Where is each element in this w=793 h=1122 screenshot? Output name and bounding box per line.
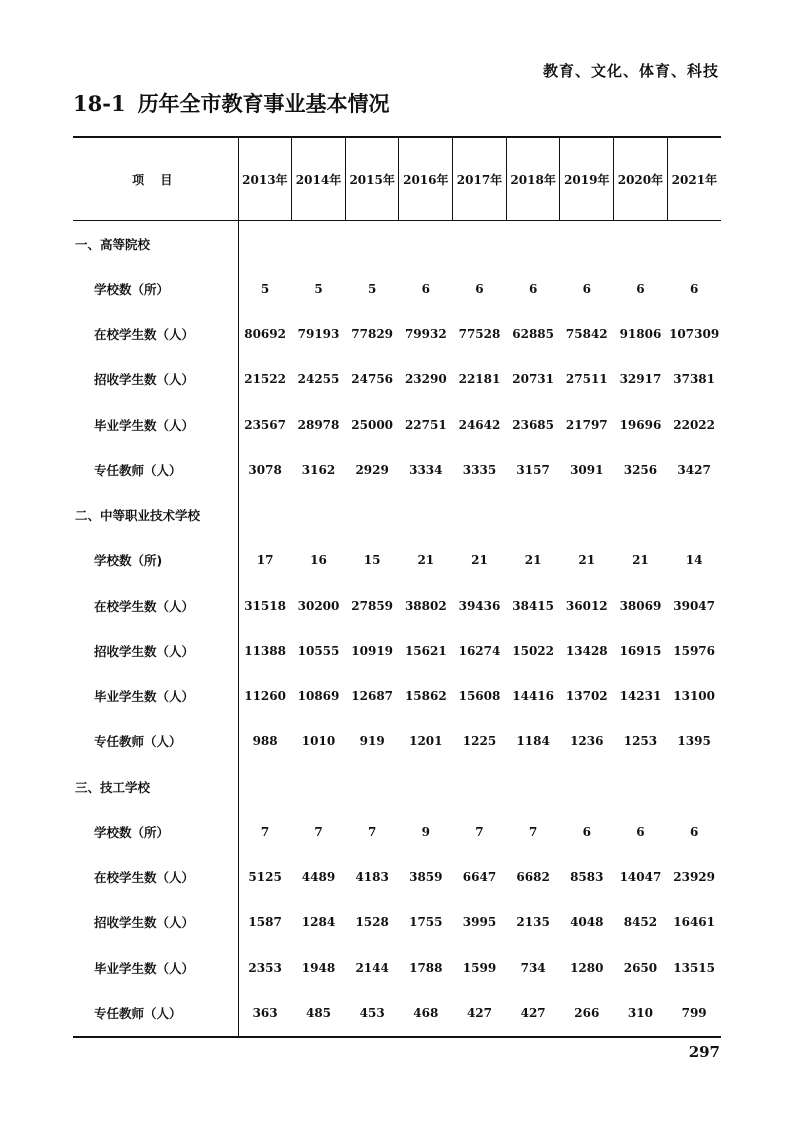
row-label: 招收学生数（人） xyxy=(73,900,238,945)
value-cell: 25000 xyxy=(351,417,394,432)
value-cell: 427 xyxy=(520,1005,546,1020)
value-cell: 38802 xyxy=(404,598,447,613)
value-cell: 4489 xyxy=(301,870,336,885)
value-cell: 1395 xyxy=(677,734,711,749)
value-cell: 7 xyxy=(528,824,538,839)
value-cell: 3427 xyxy=(677,462,711,477)
value-cell: 22181 xyxy=(458,372,501,387)
value-cell: 32917 xyxy=(619,372,662,387)
value-cell: 21522 xyxy=(244,372,286,387)
year-column-header: 2021年 xyxy=(667,137,721,221)
value-cell: 2929 xyxy=(355,462,389,477)
value-cell: 12687 xyxy=(351,689,394,704)
value-cell: 21 xyxy=(417,553,435,568)
table-row xyxy=(73,990,721,1036)
row-label: 在校学生数（人） xyxy=(73,855,238,900)
year-column-header: 2016年 xyxy=(399,137,453,221)
value-cell: 15621 xyxy=(404,643,447,658)
empty-cell xyxy=(506,493,560,538)
value-cell: 21 xyxy=(471,553,488,568)
value-cell: 77829 xyxy=(351,327,394,342)
table-row xyxy=(73,628,721,673)
empty-cell xyxy=(453,493,507,538)
table-row xyxy=(73,402,721,447)
empty-cell xyxy=(614,493,668,538)
row-label: 专任教师（人） xyxy=(73,990,238,1036)
value-cell: 21 xyxy=(578,553,596,568)
value-cell: 1201 xyxy=(409,734,443,749)
empty-cell xyxy=(292,221,346,267)
year-column-header: 2013年 xyxy=(238,137,292,221)
empty-cell xyxy=(345,221,399,267)
value-cell: 107309 xyxy=(669,327,720,342)
value-cell: 7 xyxy=(260,824,270,839)
value-cell: 21 xyxy=(632,553,649,568)
value-cell: 2650 xyxy=(623,960,658,975)
section-row xyxy=(73,493,721,538)
table-row xyxy=(73,266,721,311)
value-cell: 3995 xyxy=(462,915,497,930)
value-cell: 3162 xyxy=(301,462,336,477)
value-cell: 27511 xyxy=(565,372,608,387)
year-column-header: 2014年 xyxy=(292,137,346,221)
year-column-header: 2015年 xyxy=(345,137,399,221)
value-cell: 8583 xyxy=(570,870,604,885)
value-cell: 24255 xyxy=(297,372,340,387)
row-label: 专任教师（人） xyxy=(73,719,238,764)
value-cell: 10919 xyxy=(351,643,394,658)
value-cell: 13702 xyxy=(565,689,608,704)
value-cell: 37381 xyxy=(673,372,715,387)
value-cell: 15862 xyxy=(404,689,447,704)
value-cell: 15022 xyxy=(512,643,554,658)
value-cell: 2144 xyxy=(355,960,389,975)
value-cell: 427 xyxy=(466,1005,492,1020)
empty-cell xyxy=(614,221,668,267)
value-cell: 14416 xyxy=(512,689,554,704)
value-cell: 3335 xyxy=(462,462,497,477)
value-cell: 10869 xyxy=(297,689,340,704)
statistics-table-container xyxy=(73,136,721,1038)
value-cell: 1253 xyxy=(623,734,658,749)
value-cell: 1599 xyxy=(462,960,497,975)
value-cell: 23929 xyxy=(673,870,715,885)
table-row xyxy=(73,674,721,719)
value-cell: 28978 xyxy=(297,417,340,432)
value-cell: 468 xyxy=(413,1005,439,1020)
value-cell: 14047 xyxy=(619,870,662,885)
value-cell: 24756 xyxy=(351,372,394,387)
empty-cell xyxy=(453,221,507,267)
empty-cell xyxy=(238,221,292,267)
value-cell: 799 xyxy=(681,1005,707,1020)
value-cell: 6 xyxy=(689,281,699,296)
section-label: 三、技工学校 xyxy=(73,764,238,809)
value-cell: 7 xyxy=(367,824,377,839)
value-cell: 485 xyxy=(305,1005,332,1020)
value-cell: 453 xyxy=(359,1005,385,1020)
value-cell: 2135 xyxy=(516,915,550,930)
empty-cell xyxy=(345,493,399,538)
value-cell: 13100 xyxy=(673,689,715,704)
value-cell: 1010 xyxy=(301,734,336,749)
value-cell: 38069 xyxy=(619,598,662,613)
value-cell: 1284 xyxy=(301,915,336,930)
empty-cell xyxy=(399,493,453,538)
empty-cell xyxy=(560,764,614,809)
empty-cell xyxy=(667,493,721,538)
section-label: 一、高等院校 xyxy=(73,221,238,267)
value-cell: 75842 xyxy=(565,327,608,342)
empty-cell xyxy=(345,764,399,809)
year-column-header: 2019年 xyxy=(560,137,614,221)
row-label: 毕业学生数（人） xyxy=(73,674,238,719)
value-cell: 3334 xyxy=(409,462,443,477)
empty-cell xyxy=(453,764,507,809)
value-cell: 6 xyxy=(689,824,699,839)
value-cell: 91806 xyxy=(619,327,662,342)
value-cell: 8452 xyxy=(623,915,658,930)
value-cell: 4183 xyxy=(355,870,389,885)
table-title xyxy=(73,88,390,118)
year-column-header: 2017年 xyxy=(453,137,507,221)
value-cell: 11260 xyxy=(244,689,286,704)
value-cell: 1587 xyxy=(248,915,282,930)
empty-cell xyxy=(506,221,560,267)
value-cell: 31518 xyxy=(244,598,286,613)
empty-cell xyxy=(292,764,346,809)
value-cell: 79932 xyxy=(404,327,447,342)
row-label: 专任教师（人） xyxy=(73,447,238,492)
value-cell: 11388 xyxy=(244,643,286,658)
empty-cell xyxy=(399,764,453,809)
value-cell: 988 xyxy=(252,734,278,749)
value-cell: 1948 xyxy=(301,960,336,975)
row-label: 学校数（所） xyxy=(73,266,238,311)
value-cell: 6647 xyxy=(462,870,497,885)
value-cell: 5 xyxy=(314,281,323,296)
table-row xyxy=(73,312,721,357)
value-cell: 16274 xyxy=(458,643,501,658)
empty-cell xyxy=(292,493,346,538)
empty-cell xyxy=(399,221,453,267)
value-cell: 7 xyxy=(314,824,323,839)
empty-cell xyxy=(614,764,668,809)
value-cell: 14231 xyxy=(619,689,662,704)
table-row xyxy=(73,809,721,854)
year-column-header: 2018年 xyxy=(506,137,560,221)
value-cell: 6 xyxy=(636,281,645,296)
section-row xyxy=(73,764,721,809)
value-cell: 79193 xyxy=(297,327,340,342)
year-column-header: 2020年 xyxy=(614,137,668,221)
table-row xyxy=(73,583,721,628)
value-cell: 19696 xyxy=(619,417,662,432)
value-cell: 16461 xyxy=(673,915,715,930)
row-label: 在校学生数（人） xyxy=(73,312,238,357)
value-cell: 1788 xyxy=(409,960,443,975)
empty-cell xyxy=(560,493,614,538)
table-row xyxy=(73,357,721,402)
value-cell: 734 xyxy=(520,960,546,975)
value-cell: 23567 xyxy=(244,417,286,432)
header-row xyxy=(73,137,721,221)
value-cell: 21797 xyxy=(565,417,608,432)
chapter-header: 教育、文化、体育、科技 xyxy=(542,62,719,80)
section-row xyxy=(73,221,721,267)
value-cell: 22022 xyxy=(673,417,715,432)
table-body xyxy=(73,221,721,1037)
value-cell: 24642 xyxy=(458,417,501,432)
value-cell: 6 xyxy=(582,281,591,296)
row-label: 学校数（所) xyxy=(73,538,238,583)
value-cell: 62885 xyxy=(512,327,554,342)
table-row xyxy=(73,447,721,492)
value-cell: 39436 xyxy=(458,598,501,613)
value-cell: 80692 xyxy=(244,327,286,342)
value-cell: 5 xyxy=(367,281,377,296)
value-cell: 16915 xyxy=(619,643,662,658)
value-cell: 6682 xyxy=(516,870,550,885)
row-label: 在校学生数（人） xyxy=(73,583,238,628)
value-cell: 30200 xyxy=(297,598,340,613)
value-cell: 23685 xyxy=(512,417,554,432)
value-cell: 266 xyxy=(574,1005,600,1020)
value-cell: 3859 xyxy=(409,870,443,885)
table-header xyxy=(73,137,721,221)
row-label: 毕业学生数（人） xyxy=(73,402,238,447)
value-cell: 2353 xyxy=(248,960,282,975)
value-cell: 5 xyxy=(260,281,270,296)
value-cell: 6 xyxy=(582,824,591,839)
value-cell: 6 xyxy=(636,824,645,839)
value-cell: 38415 xyxy=(512,598,554,613)
table-row xyxy=(73,719,721,764)
value-cell: 3078 xyxy=(248,462,282,477)
value-cell: 15 xyxy=(363,553,381,568)
value-cell: 4048 xyxy=(570,915,604,930)
section-label: 二、中等职业技术学校 xyxy=(73,493,238,538)
value-cell: 39047 xyxy=(673,598,715,613)
value-cell: 1225 xyxy=(462,734,497,749)
table-row xyxy=(73,945,721,990)
empty-cell xyxy=(238,764,292,809)
value-cell: 23290 xyxy=(404,372,447,387)
empty-cell xyxy=(238,493,292,538)
value-cell: 22751 xyxy=(404,417,447,432)
value-cell: 20731 xyxy=(512,372,554,387)
value-cell: 6 xyxy=(528,281,538,296)
value-cell: 21 xyxy=(524,553,542,568)
empty-cell xyxy=(560,221,614,267)
table-number: 18-1 xyxy=(73,91,126,116)
value-cell: 363 xyxy=(252,1005,278,1020)
table-title-text: 历年全市教育事业基本情况 xyxy=(137,91,390,116)
value-cell: 919 xyxy=(359,734,385,749)
value-cell: 3157 xyxy=(516,462,550,477)
value-cell: 3091 xyxy=(570,462,604,477)
empty-cell xyxy=(667,764,721,809)
value-cell: 14 xyxy=(685,553,703,568)
table-row xyxy=(73,855,721,900)
value-cell: 15976 xyxy=(673,643,715,658)
page-number: 297 xyxy=(688,1043,720,1061)
value-cell: 10555 xyxy=(297,643,340,658)
value-cell: 3256 xyxy=(623,462,658,477)
value-cell: 7 xyxy=(475,824,484,839)
row-label: 毕业学生数（人） xyxy=(73,945,238,990)
value-cell: 13515 xyxy=(673,960,715,975)
item-column-header: 项 目 xyxy=(73,137,238,221)
table-row xyxy=(73,900,721,945)
statistics-table xyxy=(73,136,721,1038)
value-cell: 16 xyxy=(310,553,327,568)
value-cell: 1755 xyxy=(409,915,443,930)
row-label: 招收学生数（人） xyxy=(73,357,238,402)
value-cell: 77528 xyxy=(458,327,501,342)
value-cell: 27859 xyxy=(351,598,394,613)
row-label: 招收学生数（人） xyxy=(73,628,238,673)
empty-cell xyxy=(667,221,721,267)
value-cell: 5125 xyxy=(248,870,282,885)
value-cell: 9 xyxy=(421,824,430,839)
table-row xyxy=(73,538,721,583)
value-cell: 15608 xyxy=(458,689,501,704)
empty-cell xyxy=(506,764,560,809)
value-cell: 1280 xyxy=(570,960,604,975)
value-cell: 17 xyxy=(256,553,274,568)
row-label: 学校数（所） xyxy=(73,809,238,854)
value-cell: 13428 xyxy=(565,643,608,658)
value-cell: 1528 xyxy=(355,915,389,930)
value-cell: 36012 xyxy=(565,598,608,613)
value-cell: 1184 xyxy=(516,734,550,749)
value-cell: 310 xyxy=(627,1005,653,1020)
value-cell: 6 xyxy=(475,281,484,296)
value-cell: 6 xyxy=(421,281,430,296)
value-cell: 1236 xyxy=(570,734,604,749)
